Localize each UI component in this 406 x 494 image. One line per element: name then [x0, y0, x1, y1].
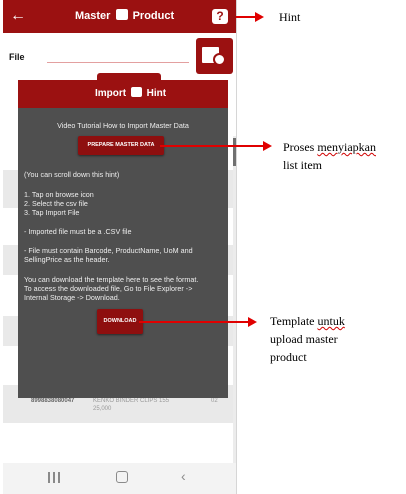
dialog-title — [95, 87, 166, 101]
scrollbar-thumb[interactable] — [233, 138, 236, 166]
scroll-note: (You can scroll down this hint) — [24, 170, 120, 179]
template-arrowhead — [248, 317, 257, 327]
rule-header-line-1: - File must contain Barcode, ProductName, UoM and — [24, 246, 193, 255]
annotation-prepare-b: menyiapkan — [317, 140, 376, 154]
prepare-master-data-button[interactable]: PREPARE MASTER DATA — [78, 136, 164, 155]
app-bar-title-text-1: Master — [75, 10, 111, 22]
file-label: File — [9, 52, 25, 62]
app-bar-title-text-2: Product — [132, 10, 175, 22]
rule-csv: - Imported file must be a .CSV file — [24, 227, 132, 236]
nav-recents-icon[interactable] — [48, 472, 60, 483]
import-hint-dialog — [18, 80, 228, 398]
row-uom: 02 — [211, 398, 218, 404]
app-bar — [3, 0, 236, 33]
browse-button[interactable] — [196, 38, 233, 74]
table-row[interactable] — [17, 395, 227, 417]
product-box-icon — [116, 9, 128, 20]
annotation-template-a: Template — [270, 314, 315, 328]
download-note-line-1: You can download the template here to see the format. — [24, 275, 199, 284]
annotation-prepare-line-2: list item — [283, 158, 322, 172]
dialog-title-text-1: Import — [95, 88, 127, 99]
phone-screen — [3, 0, 237, 494]
hint-arrowhead — [255, 12, 264, 22]
prepare-arrow — [160, 145, 264, 147]
annotation-template-b: untuk — [317, 314, 345, 328]
product-box-icon — [131, 87, 142, 97]
row-product-name: KENKO BINDER CLIPS 155 — [93, 398, 170, 404]
dialog-title-text-2: Hint — [146, 88, 167, 99]
help-icon[interactable]: ? — [212, 9, 228, 24]
download-note-line-2: To access the downloaded file, Go to File Explorer -> — [24, 284, 193, 293]
prepare-arrowhead — [263, 141, 272, 151]
dialog-header — [18, 80, 228, 108]
file-input[interactable] — [47, 62, 189, 63]
app-bar-title — [75, 9, 174, 23]
step-2: 2. Select the csv file — [24, 199, 88, 208]
annotation-hint: Hint — [279, 10, 301, 24]
annotation-prepare — [283, 138, 376, 174]
download-note-line-3: Internal Storage -> Download. — [24, 293, 120, 302]
search-lens-icon — [213, 53, 226, 66]
download-button[interactable]: DOWNLOAD — [97, 309, 143, 334]
annotation-template — [270, 312, 345, 366]
annotation-template-line-3: product — [270, 350, 307, 364]
row-barcode: 8998838080047 — [31, 398, 75, 404]
rule-header-line-2: SellingPrice as the header. — [24, 255, 110, 264]
row-price: 25,000 — [93, 406, 112, 412]
back-arrow-icon[interactable]: ← — [10, 7, 26, 24]
annotation-template-line-2: upload master — [270, 332, 338, 346]
template-arrow — [139, 321, 249, 323]
video-tutorial-link[interactable]: Video Tutorial How to Import Master Data — [57, 121, 189, 130]
step-1: 1. Tap on browse icon — [24, 190, 94, 199]
annotation-prepare-a: Proses — [283, 140, 315, 154]
nav-back-icon[interactable]: ‹ — [181, 468, 186, 484]
nav-home-icon[interactable] — [116, 471, 128, 483]
hint-arrow — [236, 16, 256, 18]
step-3: 3. Tap Import File — [24, 208, 80, 217]
scrollbar-track[interactable] — [233, 136, 236, 466]
